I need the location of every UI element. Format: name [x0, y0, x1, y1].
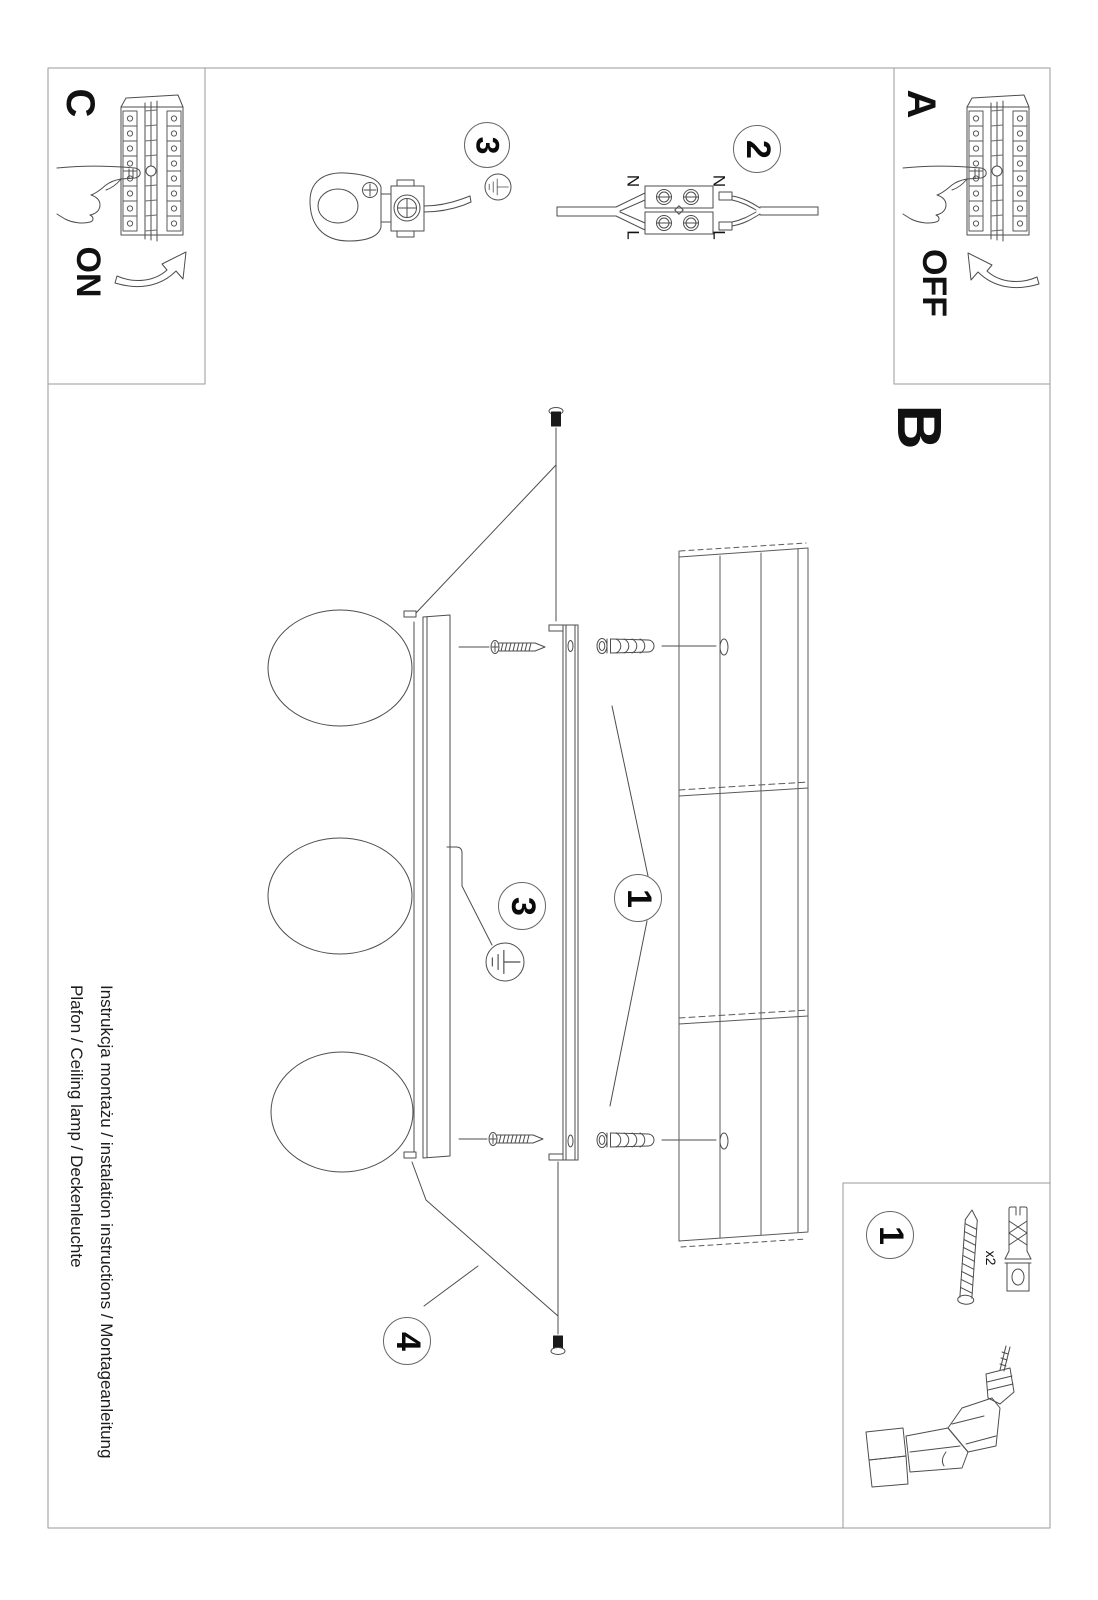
earth-tab	[447, 847, 462, 886]
step-c-label: C	[58, 88, 102, 118]
step-3-badge-top	[464, 122, 510, 168]
step-4-number: 4	[388, 1331, 427, 1351]
globe-shade-1	[268, 610, 412, 726]
lamp-holder-detail-illustration	[310, 173, 511, 241]
terminal-l-left-label: L	[623, 230, 643, 240]
switch-on-label: ON	[69, 246, 107, 298]
ground-symbol-main	[486, 943, 524, 981]
instructions-title: Instrukcja montażu / instalation instructions / Montageanleitung	[97, 985, 116, 1459]
switch-off-label: OFF	[915, 249, 953, 317]
screw-vertical-icon	[957, 1209, 980, 1304]
step-4-badge	[383, 1317, 431, 1365]
globe-shade-3	[271, 1052, 413, 1172]
on-arrow-icon	[115, 252, 186, 287]
screw-quantity-label: x2	[983, 1250, 999, 1266]
step-2-number: 2	[738, 139, 777, 159]
fixing-bolt-bottom	[412, 1162, 565, 1355]
terminal-n-left-label: N	[623, 174, 643, 188]
step-1-badge-main	[614, 874, 662, 922]
step-1-number-main: 1	[619, 888, 658, 908]
step-3-number: 3	[469, 136, 506, 154]
ceiling-panel	[679, 543, 808, 1247]
drill-icon	[866, 1346, 1014, 1487]
off-arrow-icon	[968, 253, 1039, 288]
step-b-label: B	[884, 404, 953, 450]
product-title: Plafon / Ceiling lamp / Deckenleuchte	[67, 985, 86, 1268]
globe-shade-2	[268, 838, 412, 954]
terminal-l-right-label: L	[709, 230, 729, 240]
ceiling-lamp-exploded-view	[268, 408, 808, 1355]
step-a-label: A	[899, 89, 943, 119]
step-2-badge	[733, 125, 781, 173]
terminal-block-illustration	[557, 186, 818, 234]
page-frame	[48, 68, 1050, 1528]
hardware-1-badge	[866, 1211, 914, 1259]
hardware-1-number: 1	[871, 1225, 910, 1245]
terminal-screws	[657, 190, 699, 231]
wall-plug-icon	[1005, 1207, 1031, 1291]
footer-titles	[61, 985, 121, 1458]
step-3-number-main: 3	[503, 896, 542, 916]
step-3-badge-main	[498, 882, 546, 930]
terminal-n-right-label: N	[709, 174, 729, 188]
fixing-bolt-top	[416, 408, 563, 622]
mounting-bracket	[549, 625, 578, 1160]
